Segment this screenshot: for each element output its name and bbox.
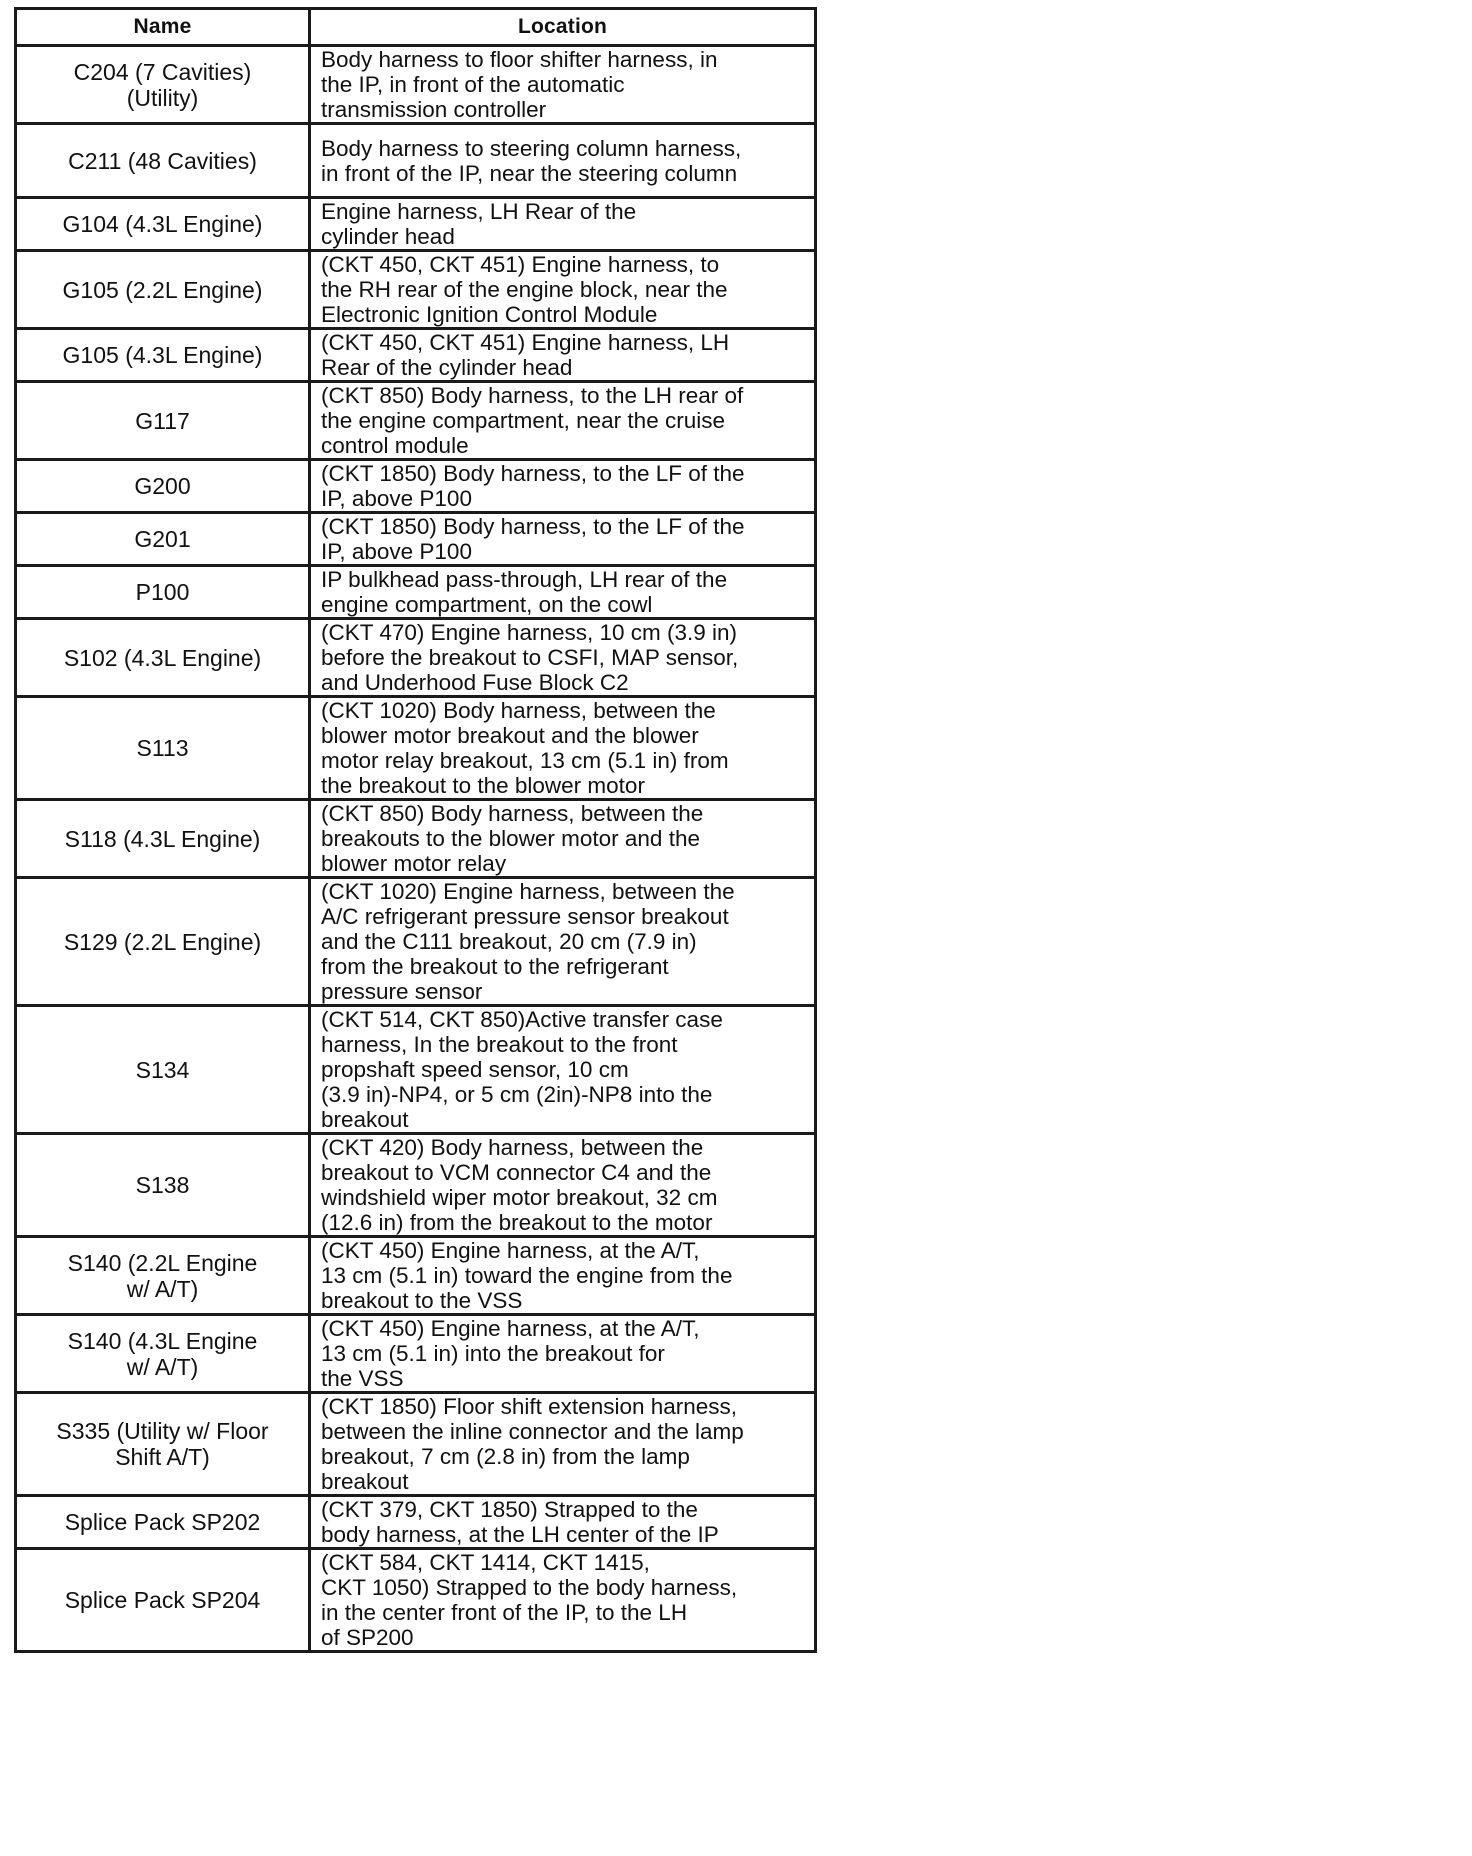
- location-text-line: Electronic Ignition Control Module: [321, 302, 658, 327]
- name-text-line: G104 (4.3L Engine): [62, 211, 263, 237]
- location-cell: [310, 800, 816, 878]
- table-row: [16, 878, 816, 1006]
- name-cell: [16, 1549, 310, 1652]
- location-text-line: motor relay breakout, 13 cm (5.1 in) from: [321, 748, 729, 773]
- location-text-line: (CKT 850) Body harness, to the LH rear of: [321, 383, 744, 408]
- location-text-line: the IP, in front of the automatic: [321, 72, 625, 97]
- location-cell: [310, 382, 816, 460]
- location-text-line: Body harness to floor shifter harness, in: [321, 47, 718, 72]
- location-text-line: body harness, at the LH center of the IP: [321, 1522, 719, 1547]
- table-header-row: [16, 9, 816, 46]
- name-column-header: Name: [16, 9, 310, 46]
- name-cell: [16, 251, 310, 329]
- location-text-line: before the breakout to CSFI, MAP sensor,: [321, 645, 739, 670]
- location-text-line: breakout, 7 cm (2.8 in) from the lamp: [321, 1444, 690, 1469]
- location-cell: [310, 46, 816, 124]
- location-text-line: (CKT 470) Engine harness, 10 cm (3.9 in): [321, 620, 738, 645]
- name-cell: [16, 697, 310, 800]
- location-text-line: IP, above P100: [321, 539, 472, 564]
- name-text-line: G105 (2.2L Engine): [62, 276, 263, 303]
- component-location-table: [14, 7, 817, 1653]
- name-text-line: S113: [136, 735, 189, 761]
- name-text-line: Splice Pack SP202: [64, 1509, 261, 1535]
- name-cell: [16, 329, 310, 382]
- location-text-line: in the center front of the IP, to the LH: [321, 1600, 688, 1625]
- name-text-line: w/ A/T): [126, 1275, 199, 1302]
- table-row: [16, 382, 816, 460]
- location-cell: [310, 697, 816, 800]
- location-column-header: Location: [310, 9, 816, 46]
- location-text-line: (CKT 450) Engine harness, at the A/T,: [321, 1316, 700, 1341]
- name-text-line: (Utility): [126, 84, 199, 111]
- name-text-line: S129 (2.2L Engine): [63, 928, 262, 955]
- location-text-line: and the C111 breakout, 20 cm (7.9 in): [321, 929, 697, 954]
- location-cell: [310, 329, 816, 382]
- location-text-line: and Underhood Fuse Block C2: [321, 670, 629, 695]
- location-text-line: pressure sensor: [321, 979, 483, 1004]
- location-text-line: the RH rear of the engine block, near the: [321, 277, 728, 302]
- location-text-line: (3.9 in)-NP4, or 5 cm (2in)-NP8 into the: [321, 1082, 713, 1107]
- table-row: [16, 619, 816, 697]
- location-text-line: (CKT 1850) Body harness, to the LF of the: [321, 514, 745, 539]
- location-text-line: harness, In the breakout to the front: [321, 1032, 678, 1057]
- name-text-line: G117: [135, 407, 190, 434]
- location-cell: [310, 1496, 816, 1549]
- table-row: [16, 124, 816, 198]
- name-cell: [16, 460, 310, 513]
- location-cell: [310, 1393, 816, 1496]
- location-cell: [310, 513, 816, 566]
- location-cell: [310, 124, 816, 198]
- location-text-line: breakouts to the blower motor and the: [321, 826, 700, 851]
- table-row: [16, 329, 816, 382]
- location-cell: [310, 1237, 816, 1315]
- location-cell: [310, 1134, 816, 1237]
- name-text-line: S335 (Utility w/ Floor: [56, 1418, 269, 1444]
- location-text-line: in front of the IP, near the steering column: [321, 160, 738, 186]
- location-text-line: (CKT 514, CKT 850)Active transfer case: [321, 1007, 723, 1032]
- name-text-line: S138: [135, 1172, 190, 1198]
- location-text-line: propshaft speed sensor, 10 cm: [321, 1057, 629, 1082]
- table-row: [16, 1315, 816, 1393]
- table-row: [16, 46, 816, 124]
- location-text-line: 13 cm (5.1 in) toward the engine from the: [321, 1263, 733, 1288]
- location-text-line: of SP200: [321, 1625, 414, 1650]
- location-text-line: Rear of the cylinder head: [321, 355, 573, 380]
- location-text-line: Engine harness, LH Rear of the: [321, 199, 637, 224]
- name-text-line: Splice Pack SP204: [64, 1587, 261, 1613]
- location-text-line: (CKT 420) Body harness, between the: [321, 1135, 704, 1160]
- location-text-line: the engine compartment, near the cruise: [321, 408, 725, 433]
- name-text-line: Shift A/T): [115, 1444, 210, 1470]
- name-cell: [16, 382, 310, 460]
- name-cell: [16, 124, 310, 198]
- table-row: [16, 566, 816, 619]
- location-text-line: engine compartment, on the cowl: [321, 592, 653, 617]
- location-text-line: (CKT 450, CKT 451) Engine harness, to: [321, 252, 720, 277]
- location-text-line: (CKT 450, CKT 451) Engine harness, LH: [321, 330, 730, 355]
- name-cell: [16, 1134, 310, 1237]
- location-text-line: (CKT 584, CKT 1414, CKT 1415,: [321, 1550, 650, 1575]
- location-text-line: the breakout to the blower motor: [321, 773, 645, 798]
- name-cell: [16, 513, 310, 566]
- table-row: [16, 1237, 816, 1315]
- location-text-line: (CKT 1020) Engine harness, between the: [321, 879, 735, 904]
- name-text-line: C204 (7 Cavities): [73, 58, 252, 85]
- location-text-line: windshield wiper motor breakout, 32 cm: [321, 1185, 718, 1210]
- table-row: [16, 513, 816, 566]
- name-text-line: G201: [134, 526, 191, 552]
- table-row: [16, 800, 816, 878]
- location-text-line: (12.6 in) from the breakout to the motor: [321, 1210, 713, 1235]
- name-cell: [16, 198, 310, 251]
- name-cell: [16, 1006, 310, 1134]
- name-text-line: S134: [135, 1056, 190, 1083]
- table-row: [16, 251, 816, 329]
- location-text-line: the VSS: [321, 1366, 404, 1391]
- table-row: [16, 1006, 816, 1134]
- location-text-line: (CKT 1850) Floor shift extension harness,: [321, 1394, 738, 1419]
- location-text-line: transmission controller: [321, 97, 547, 122]
- name-text-line: C211 (48 Cavities): [68, 147, 257, 174]
- location-cell: [310, 460, 816, 513]
- location-cell: [310, 566, 816, 619]
- location-text-line: IP, above P100: [321, 486, 472, 511]
- document-page: [14, 7, 814, 1653]
- name-cell: [16, 1496, 310, 1549]
- location-text-line: (CKT 850) Body harness, between the: [321, 801, 704, 826]
- table-row: [16, 460, 816, 513]
- location-cell: [310, 1549, 816, 1652]
- location-text-line: breakout: [321, 1107, 409, 1132]
- location-text-line: cylinder head: [321, 224, 455, 249]
- name-text-line: S118 (4.3L Engine): [64, 825, 261, 852]
- location-cell: [310, 1315, 816, 1393]
- table-row: [16, 697, 816, 800]
- location-cell: [310, 251, 816, 329]
- name-cell: [16, 46, 310, 124]
- name-cell: [16, 1315, 310, 1393]
- table-row: [16, 1549, 816, 1652]
- name-text-line: w/ A/T): [126, 1353, 199, 1380]
- table-row: [16, 1496, 816, 1549]
- location-text-line: breakout: [321, 1469, 409, 1494]
- location-text-line: A/C refrigerant pressure sensor breakout: [321, 904, 729, 929]
- location-text-line: between the inline connector and the lamp: [321, 1419, 744, 1444]
- name-cell: [16, 619, 310, 697]
- location-text-line: (CKT 379, CKT 1850) Strapped to the: [321, 1497, 698, 1522]
- location-cell: [310, 1006, 816, 1134]
- table-row: [16, 1134, 816, 1237]
- location-text-line: breakout to the VSS: [321, 1288, 523, 1313]
- table-body: [16, 46, 816, 1652]
- location-text-line: IP bulkhead pass-through, LH rear of the: [321, 567, 728, 592]
- location-text-line: (CKT 450) Engine harness, at the A/T,: [321, 1238, 700, 1263]
- name-cell: [16, 878, 310, 1006]
- location-text-line: control module: [321, 433, 469, 458]
- location-text-line: 13 cm (5.1 in) into the breakout for: [321, 1341, 665, 1366]
- location-text-line: blower motor relay: [321, 851, 507, 876]
- name-text-line: S102 (4.3L Engine): [63, 644, 262, 671]
- name-cell: [16, 1237, 310, 1315]
- location-text-line: blower motor breakout and the blower: [321, 723, 699, 748]
- name-text-line: S140 (2.2L Engine: [67, 1249, 258, 1276]
- name-text-line: G105 (4.3L Engine): [62, 342, 263, 368]
- name-cell: [16, 566, 310, 619]
- name-cell: [16, 800, 310, 878]
- location-text-line: (CKT 1020) Body harness, between the: [321, 698, 716, 723]
- location-text-line: (CKT 1850) Body harness, to the LF of the: [321, 461, 745, 486]
- name-cell: [16, 1393, 310, 1496]
- name-text-line: P100: [135, 579, 190, 605]
- location-text-line: Body harness to steering column harness,: [321, 135, 742, 161]
- name-text-line: S140 (4.3L Engine: [67, 1327, 258, 1354]
- location-cell: [310, 198, 816, 251]
- location-text-line: from the breakout to the refrigerant: [321, 954, 669, 979]
- location-text-line: CKT 1050) Strapped to the body harness,: [321, 1575, 738, 1600]
- table-row: [16, 1393, 816, 1496]
- location-text-line: breakout to VCM connector C4 and the: [321, 1160, 712, 1185]
- location-cell: [310, 619, 816, 697]
- table-row: [16, 198, 816, 251]
- name-text-line: G200: [134, 473, 191, 499]
- location-cell: [310, 878, 816, 1006]
